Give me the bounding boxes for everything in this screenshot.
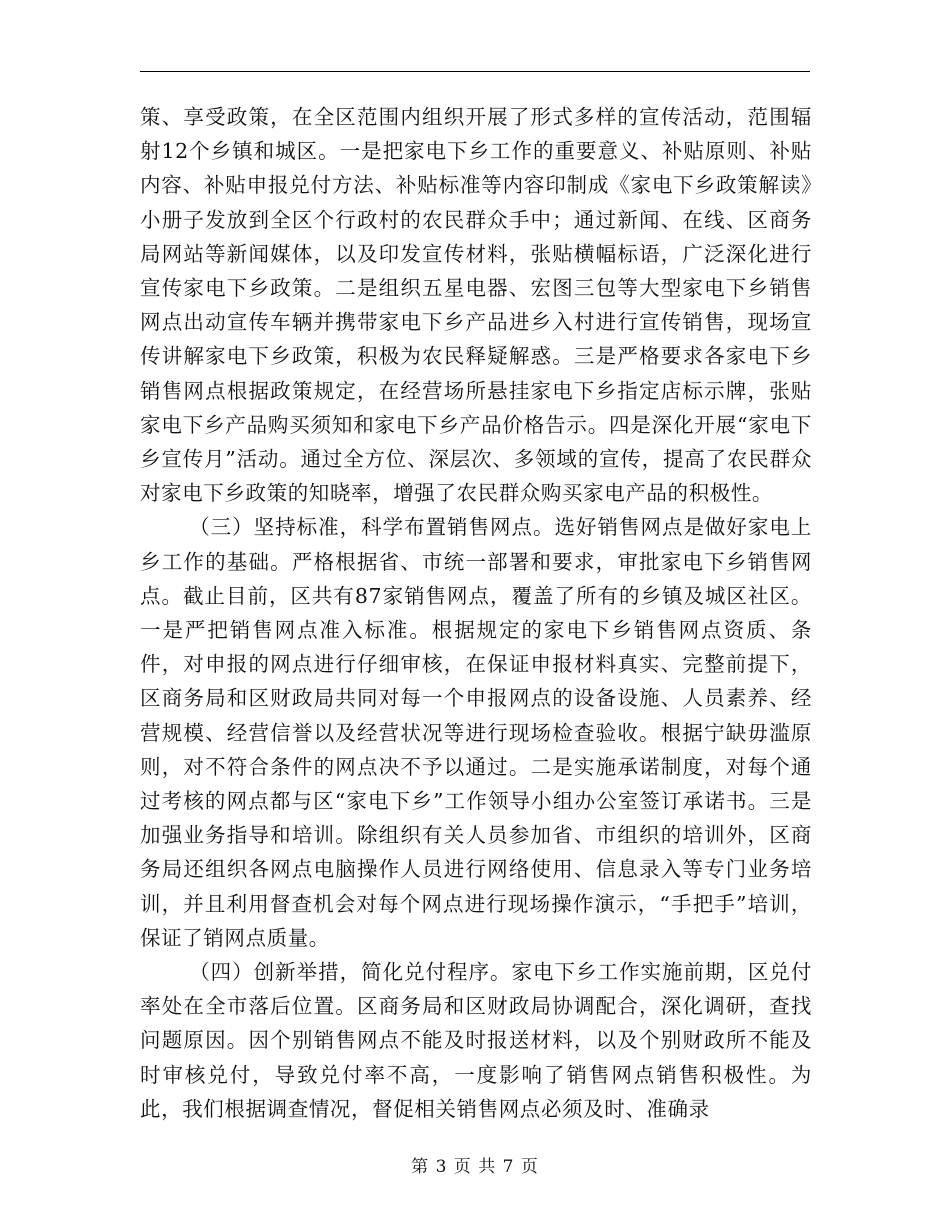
- page-footer: [0, 1152, 950, 1177]
- page-number-label: 第 3 页 共 7 页: [411, 1157, 539, 1177]
- paragraph-section-3: （三）坚持标准，科学布置销售网点。选好销售网点是做好家电上乡工作的基础。严格根据省、市统一部署和要求，审批家电下乡销售网点。截止目前，区共有87家销售网点，覆盖了所有的乡镇及城区社区。一是严把销售网点准入标准。根据规定的家电下乡销售网点资质、条件，对申报的网点进行仔细审核，在保证申报材料真实、完整前提下，区商务局和区财政局共同对每一个申报网点的设备设施、人员素养、经营规模、经营信誉以及经营状况等进行现场检查验收。根据宁缺毋滥原则，对不符合条件的网点决不予以通过。二是实施承诺制度，对每个通过考核的网点都与区“家电下乡”工作领导小组办公室签订承诺书。三是加强业务指导和培训。除组织有关人员参加省、市组织的培训外，区商务局还组织各网点电脑操作人员进行网络使用、信息录入等专门业务培训，并且利用督查机会对每个网点进行现场操作演示，“手把手”培训，保证了销网点质量。: [140, 515, 812, 950]
- paragraph-section-4: （四）创新举措，简化兑付程序。家电下乡工作实施前期，区兑付率处在全市落后位置。区商务局和区财政局协调配合，深化调研，查找问题原因。因个别销售网点不能及时报送材料，以及个别财政所不能及时审核兑付，导致兑付率不高，一度影响了销售网点销售积极性。为此，我们根据调查情况，督促相关销售网点必须及时、准确录: [140, 960, 812, 1121]
- header-rule: [140, 71, 810, 72]
- paragraph-continued: 策、享受政策，在全区范围内组织开展了形式多样的宣传活动，范围辐射12个乡镇和城区。一是把家电下乡工作的重要意义、补贴原则、补贴内容、补贴申报兑付方法、补贴标准等内容印制成《家电下乡政策解读》小册子发放到全区个行政村的农民群众手中；通过新闻、在线、区商务局网站等新闻媒体，以及印发宣传材料，张贴横幅标语，广泛深化进行宣传家电下乡政策。二是组织五星电器、宏图三包等大型家电下乡销售网点出动宣传车辆并携带家电下乡产品进乡入村进行宣传销售，现场宣传讲解家电下乡政策，积极为农民释疑解惑。三是严格要求各家电下乡销售网点根据政策规定，在经营场所悬挂家电下乡指定店标示牌，张贴家电下乡产品购买须知和家电下乡产品价格告示。四是深化开展“家电下乡宣传月”活动。通过全方位、深层次、多领域的宣传，提高了农民群众对家电下乡政策的知晓率，增强了农民群众购买家电产品的积极性。: [140, 105, 812, 506]
- document-body: [140, 100, 812, 1126]
